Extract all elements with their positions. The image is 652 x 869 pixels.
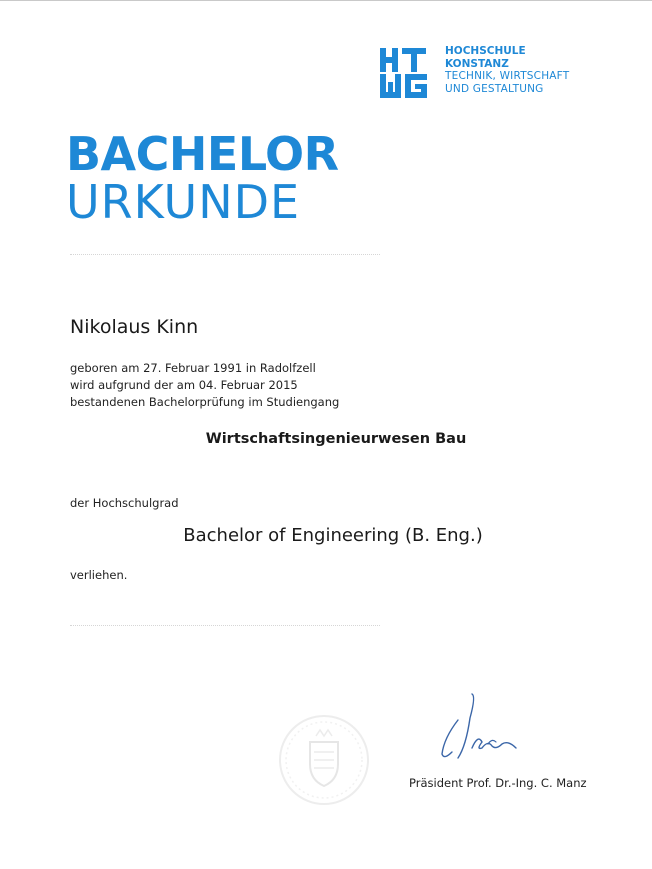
divider-top [70, 254, 380, 255]
logo-line-4: UND GESTALTUNG [445, 82, 544, 95]
university-logo [378, 44, 578, 104]
degree-title: Bachelor of Engineering (B. Eng.) [183, 525, 483, 546]
document-title [66, 127, 339, 229]
logo-line-2: KONSTANZ [445, 57, 509, 70]
logo-line-1: HOCHSCHULE [445, 45, 526, 57]
conferred-text: verliehen. [70, 568, 128, 582]
exam-passed-line: bestandenen Bachelorprüfung im Studiengang [70, 395, 340, 409]
logo-line-3: TECHNIK, WIRTSCHAFT [445, 70, 570, 82]
president-name: Präsident Prof. Dr.-Ing. C. Manz [409, 776, 587, 790]
degree-label: der Hochschulgrad [70, 496, 179, 510]
title-line-2: URKUNDE [66, 175, 301, 229]
birth-line: geboren am 27. Februar 1991 in Radolfzell [70, 361, 316, 375]
title-line-1: BACHELOR [66, 127, 339, 181]
recipient-name: Nikolaus Kinn [70, 316, 199, 338]
divider-bottom [70, 625, 380, 626]
birth-exam-text [70, 360, 339, 411]
embossed-seal-icon [276, 712, 372, 808]
president-signature [428, 690, 538, 770]
exam-date-line: wird aufgrund der am 04. Februar 2015 [70, 378, 298, 392]
logo-text [445, 45, 569, 95]
htwg-logo-mark [378, 44, 438, 100]
top-border [0, 0, 652, 1]
study-program: Wirtschaftsingenieurwesen Bau [205, 431, 467, 447]
